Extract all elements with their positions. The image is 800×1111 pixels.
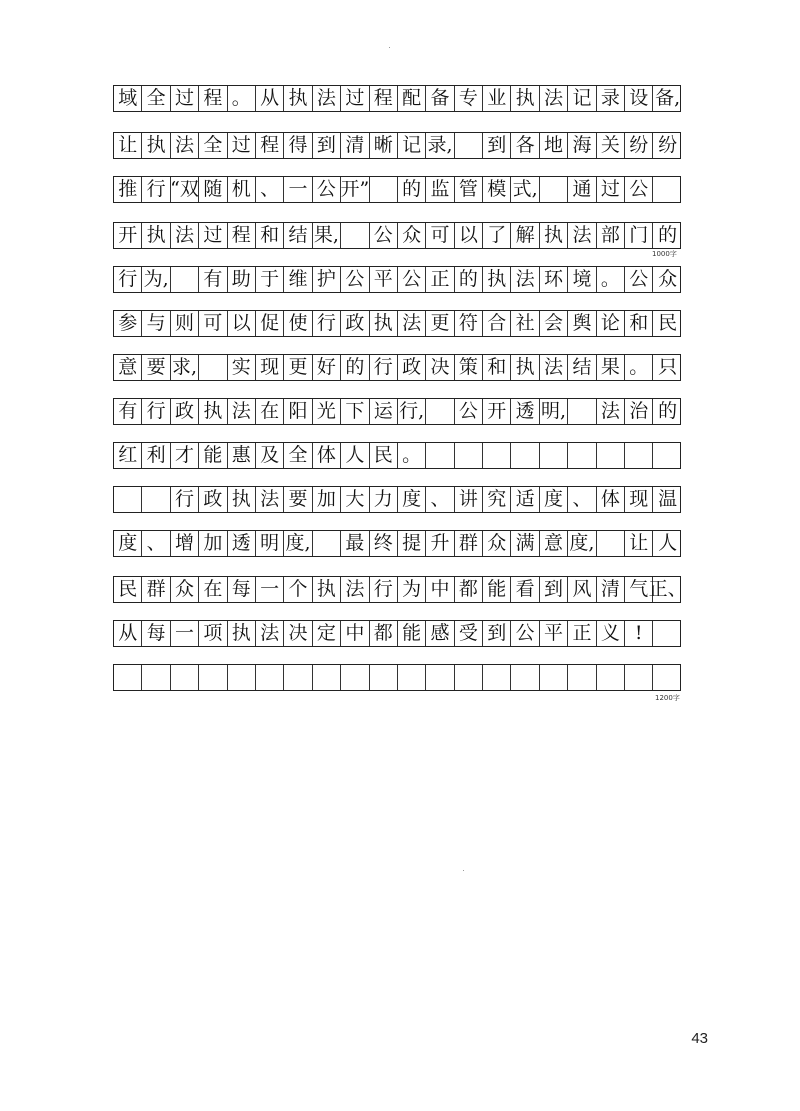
grid-cell: 度 bbox=[540, 487, 568, 512]
grid-cell: 正 bbox=[426, 267, 454, 292]
grid-cell bbox=[199, 665, 227, 690]
grid-cell: 果 bbox=[597, 355, 625, 380]
grid-cell: 会 bbox=[540, 311, 568, 336]
grid-cell: 。 bbox=[597, 267, 625, 292]
grid-cell bbox=[653, 177, 681, 202]
grid-cell bbox=[256, 665, 284, 690]
grid-cell bbox=[426, 665, 454, 690]
grid-cell: 决 bbox=[284, 621, 312, 646]
grid-cell: 解 bbox=[511, 223, 539, 248]
grid-cell: 论 bbox=[597, 311, 625, 336]
grid-cell: 度 bbox=[398, 487, 426, 512]
grid-cell: 法 bbox=[256, 487, 284, 512]
grid-cell: 海 bbox=[568, 133, 596, 158]
grid-cell: 光 bbox=[313, 399, 341, 424]
grid-cell: 都 bbox=[455, 577, 483, 602]
grid-cell: 程 bbox=[256, 133, 284, 158]
grid-cell: 度, bbox=[568, 531, 596, 556]
grid-cell: 和 bbox=[256, 223, 284, 248]
grid-cell: 及 bbox=[256, 443, 284, 468]
grid-cell bbox=[455, 443, 483, 468]
grid-cell: 能 bbox=[199, 443, 227, 468]
grid-cell: “双 bbox=[170, 178, 199, 200]
grid-cell: 定 bbox=[313, 621, 341, 646]
grid-row bbox=[113, 486, 681, 513]
grid-cell: 平 bbox=[370, 267, 398, 292]
grid-cell bbox=[483, 443, 511, 468]
grid-cell: 在 bbox=[199, 577, 227, 602]
grid-cell: 政 bbox=[341, 311, 369, 336]
grid-cell bbox=[398, 665, 426, 690]
grid-row bbox=[113, 576, 687, 603]
grid-cell: 的 bbox=[658, 400, 678, 422]
grid-cell: 阳 bbox=[284, 399, 312, 424]
grid-cell: 执 bbox=[284, 86, 312, 111]
grid-cell: 行, bbox=[398, 399, 426, 424]
grid-cell bbox=[653, 621, 681, 646]
grid-cell bbox=[114, 487, 142, 512]
grid-row bbox=[113, 222, 681, 249]
grid-cell: 决 bbox=[426, 355, 454, 380]
grid-cell: 看 bbox=[511, 577, 539, 602]
grid-cell: 政 bbox=[398, 355, 426, 380]
grid-cell: 执 bbox=[142, 133, 170, 158]
grid-cell: 开” bbox=[340, 178, 370, 200]
grid-cell: 透 bbox=[511, 399, 539, 424]
grid-cell: 政 bbox=[171, 399, 199, 424]
grid-cell: 满 bbox=[511, 531, 539, 556]
grid-cell bbox=[625, 443, 653, 468]
grid-cell: 业 bbox=[483, 86, 511, 111]
grid-cell: 加 bbox=[199, 531, 227, 556]
grid-cell: 运 bbox=[370, 399, 398, 424]
grid-cell: 境 bbox=[568, 267, 596, 292]
grid-cell: 度 bbox=[114, 531, 142, 556]
grid-cell: 执 bbox=[199, 399, 227, 424]
grid-cell: 得 bbox=[284, 133, 312, 158]
grid-cell: 记 bbox=[398, 133, 426, 158]
grid-cell: 中 bbox=[426, 577, 454, 602]
grid-cell: 的 bbox=[455, 267, 483, 292]
grid-cell: 录 bbox=[597, 86, 625, 111]
grid-cell: 能 bbox=[398, 621, 426, 646]
grid-cell bbox=[511, 665, 539, 690]
grid-cell: 舆 bbox=[568, 311, 596, 336]
grid-cell: 行 bbox=[171, 487, 199, 512]
grid-cell: 使 bbox=[284, 311, 312, 336]
grid-cell: 明, bbox=[540, 399, 568, 424]
grid-cell: 每 bbox=[228, 577, 256, 602]
grid-cell: 专 bbox=[455, 86, 483, 111]
grid-cell: 程 bbox=[370, 86, 398, 111]
grid-cell bbox=[455, 665, 483, 690]
grid-cell: 的 bbox=[398, 177, 426, 202]
grid-cell: 于 bbox=[256, 267, 284, 292]
grid-row bbox=[113, 85, 681, 112]
grid-cell: 究 bbox=[483, 487, 511, 512]
grid-cell bbox=[426, 443, 454, 468]
grid-cell: 清 bbox=[597, 577, 625, 602]
grid-cell: 好 bbox=[313, 355, 341, 380]
grid-cell: 下 bbox=[341, 399, 369, 424]
grid-cell: 众 bbox=[658, 268, 678, 290]
grid-cell: 项 bbox=[199, 621, 227, 646]
grid-cell: 才 bbox=[171, 443, 199, 468]
grid-cell: 能 bbox=[483, 577, 511, 602]
grid-cell: 终 bbox=[370, 531, 398, 556]
grid-cell bbox=[171, 267, 199, 292]
grid-cell: 让 bbox=[625, 531, 653, 556]
grid-row bbox=[113, 310, 681, 337]
grid-cell: 、 bbox=[142, 531, 170, 556]
grid-cell: 可 bbox=[199, 311, 227, 336]
grid-cell bbox=[142, 487, 170, 512]
grid-cell bbox=[540, 443, 568, 468]
grid-cell: 法 bbox=[511, 267, 539, 292]
grid-cell: 提 bbox=[398, 531, 426, 556]
grid-cell bbox=[653, 665, 681, 690]
grid-cell bbox=[313, 665, 341, 690]
grid-cell: 法 bbox=[597, 399, 625, 424]
grid-cell: 民 bbox=[114, 577, 142, 602]
grid-row bbox=[113, 620, 681, 647]
grid-cell: 式, bbox=[511, 177, 539, 202]
grid-cell: 政 bbox=[199, 487, 227, 512]
grid-cell bbox=[284, 665, 312, 690]
grid-cell: 域 bbox=[114, 86, 142, 111]
grid-cell bbox=[540, 177, 568, 202]
grid-cell: 红 bbox=[114, 443, 142, 468]
grid-cell: 则 bbox=[171, 311, 199, 336]
grid-cell: 群 bbox=[455, 531, 483, 556]
grid-cell: 过 bbox=[597, 177, 625, 202]
grid-row bbox=[113, 664, 681, 691]
grid-cell: 执 bbox=[228, 487, 256, 512]
grid-cell: 温 bbox=[658, 488, 678, 510]
grid-cell: 公 bbox=[313, 177, 341, 202]
grid-cell: 从 bbox=[256, 86, 284, 111]
grid-row bbox=[113, 442, 681, 469]
grid-cell: 推 bbox=[114, 177, 142, 202]
grid-row bbox=[113, 398, 681, 425]
grid-cell: 义 bbox=[597, 621, 625, 646]
grid-cell: 有 bbox=[199, 267, 227, 292]
grid-cell: 每 bbox=[142, 621, 170, 646]
grid-cell: 过 bbox=[341, 86, 369, 111]
grid-cell bbox=[199, 355, 227, 380]
grid-cell: 晰 bbox=[370, 133, 398, 158]
grid-cell bbox=[370, 177, 398, 202]
grid-cell bbox=[568, 399, 596, 424]
grid-cell: 合 bbox=[483, 311, 511, 336]
grid-cell: 到 bbox=[483, 621, 511, 646]
grid-cell: 公 bbox=[341, 267, 369, 292]
grid-cell: 执 bbox=[370, 311, 398, 336]
grid-cell: 民 bbox=[658, 312, 678, 334]
grid-cell: 在 bbox=[256, 399, 284, 424]
grid-cell: 求, bbox=[171, 355, 199, 380]
grid-cell bbox=[114, 665, 142, 690]
grid-cell: 过 bbox=[228, 133, 256, 158]
grid-cell: 人 bbox=[341, 443, 369, 468]
grid-cell: 果, bbox=[313, 223, 341, 248]
grid-cell bbox=[597, 665, 625, 690]
grid-cell: 加 bbox=[313, 487, 341, 512]
grid-cell: 法 bbox=[313, 86, 341, 111]
grid-cell bbox=[370, 665, 398, 690]
grid-cell: 意 bbox=[114, 355, 142, 380]
grid-cell: 法 bbox=[171, 223, 199, 248]
grid-cell: 更 bbox=[426, 311, 454, 336]
grid-cell: 。 bbox=[228, 86, 256, 111]
grid-cell bbox=[142, 665, 170, 690]
grid-cell: 惠 bbox=[228, 443, 256, 468]
grid-cell: 个 bbox=[284, 577, 312, 602]
grid-cell: 结 bbox=[284, 223, 312, 248]
grid-cell bbox=[511, 443, 539, 468]
grid-cell: 地 bbox=[540, 133, 568, 158]
grid-row bbox=[113, 354, 681, 381]
grid-cell: 民 bbox=[370, 443, 398, 468]
word-count-1200-marker: 1200字 bbox=[655, 694, 680, 702]
grid-cell: 公 bbox=[455, 399, 483, 424]
grid-cell: 符 bbox=[455, 311, 483, 336]
grid-cell: 全 bbox=[284, 443, 312, 468]
grid-cell: 和 bbox=[483, 355, 511, 380]
grid-cell: 、 bbox=[426, 487, 454, 512]
grid-cell: 力 bbox=[370, 487, 398, 512]
grid-cell: 执 bbox=[228, 621, 256, 646]
grid-cell: 备, bbox=[655, 87, 681, 109]
grid-cell: 配 bbox=[398, 86, 426, 111]
grid-cell: 众 bbox=[483, 531, 511, 556]
grid-cell: 和 bbox=[625, 311, 653, 336]
grid-cell: 大 bbox=[341, 487, 369, 512]
grid-row bbox=[113, 266, 681, 293]
grid-cell: 行 bbox=[142, 177, 170, 202]
grid-cell: 群 bbox=[142, 577, 170, 602]
grid-cell: 可 bbox=[426, 223, 454, 248]
grid-cell: ! bbox=[625, 621, 653, 646]
grid-cell: 法 bbox=[540, 86, 568, 111]
grid-cell: 执 bbox=[142, 223, 170, 248]
grid-cell: 行 bbox=[114, 267, 142, 292]
grid-cell: 为, bbox=[142, 267, 170, 292]
grid-cell: 过 bbox=[199, 223, 227, 248]
grid-cell: 各 bbox=[511, 133, 539, 158]
grid-cell: 平 bbox=[540, 621, 568, 646]
grid-cell: 清 bbox=[341, 133, 369, 158]
grid-cell: 执 bbox=[511, 86, 539, 111]
grid-cell: 最 bbox=[341, 531, 369, 556]
grid-cell: 利 bbox=[142, 443, 170, 468]
grid-cell: 记 bbox=[568, 86, 596, 111]
grid-cell: 感 bbox=[426, 621, 454, 646]
grid-cell: 与 bbox=[142, 311, 170, 336]
grid-row bbox=[113, 132, 681, 159]
grid-cell: 设 bbox=[625, 86, 653, 111]
grid-cell: 治 bbox=[625, 399, 653, 424]
grid-cell: 到 bbox=[313, 133, 341, 158]
grid-cell: 全 bbox=[199, 133, 227, 158]
grid-cell: 了 bbox=[483, 223, 511, 248]
grid-cell: 都 bbox=[370, 621, 398, 646]
grid-cell: 执 bbox=[511, 355, 539, 380]
grid-row bbox=[113, 530, 681, 557]
grid-cell: 到 bbox=[540, 577, 568, 602]
grid-cell: 受 bbox=[455, 621, 483, 646]
grid-cell bbox=[455, 133, 483, 158]
grid-cell: 公 bbox=[398, 267, 426, 292]
grid-cell: 众 bbox=[398, 223, 426, 248]
grid-cell: 程 bbox=[228, 223, 256, 248]
grid-cell bbox=[228, 665, 256, 690]
grid-cell: 环 bbox=[540, 267, 568, 292]
grid-cell: 执 bbox=[540, 223, 568, 248]
grid-cell: 为 bbox=[398, 577, 426, 602]
grid-cell: 公 bbox=[625, 177, 653, 202]
grid-cell: 明 bbox=[256, 531, 284, 556]
grid-cell: 增 bbox=[171, 531, 199, 556]
grid-cell bbox=[568, 443, 596, 468]
grid-cell: 行 bbox=[142, 399, 170, 424]
grid-cell bbox=[625, 665, 653, 690]
grid-cell: 意 bbox=[540, 531, 568, 556]
scan-speck bbox=[389, 47, 390, 48]
grid-cell bbox=[341, 223, 369, 248]
grid-cell: 现 bbox=[256, 355, 284, 380]
grid-cell: 讲 bbox=[455, 487, 483, 512]
grid-cell: 行 bbox=[370, 577, 398, 602]
grid-cell: 随 bbox=[199, 177, 227, 202]
grid-cell: 适 bbox=[511, 487, 539, 512]
grid-cell: 护 bbox=[313, 267, 341, 292]
grid-cell: 。 bbox=[625, 355, 653, 380]
grid-cell bbox=[426, 399, 454, 424]
grid-cell: 一 bbox=[284, 177, 312, 202]
grid-cell: 结 bbox=[568, 355, 596, 380]
grid-cell: 通 bbox=[568, 177, 596, 202]
grid-cell: 行 bbox=[370, 355, 398, 380]
grid-cell: 中 bbox=[341, 621, 369, 646]
grid-cell: 法 bbox=[171, 133, 199, 158]
grid-cell: 开 bbox=[114, 223, 142, 248]
grid-cell: 正、 bbox=[648, 578, 687, 600]
grid-cell: 开 bbox=[483, 399, 511, 424]
grid-cell: 一 bbox=[171, 621, 199, 646]
grid-cell: 行 bbox=[313, 311, 341, 336]
grid-cell bbox=[341, 665, 369, 690]
grid-cell: 透 bbox=[228, 531, 256, 556]
grid-cell: 气 bbox=[625, 577, 653, 602]
grid-cell: 法 bbox=[568, 223, 596, 248]
grid-cell: 现 bbox=[625, 487, 653, 512]
grid-cell bbox=[653, 443, 681, 468]
grid-cell: 升 bbox=[426, 531, 454, 556]
grid-cell: 法 bbox=[228, 399, 256, 424]
grid-cell: 法 bbox=[341, 577, 369, 602]
grid-cell bbox=[568, 665, 596, 690]
grid-cell: 度, bbox=[284, 531, 312, 556]
grid-cell: 以 bbox=[228, 311, 256, 336]
grid-cell: 部 bbox=[597, 223, 625, 248]
grid-cell: 促 bbox=[256, 311, 284, 336]
grid-cell: 一 bbox=[256, 577, 284, 602]
grid-row bbox=[113, 176, 681, 203]
grid-cell: 参 bbox=[114, 311, 142, 336]
grid-cell: 执 bbox=[483, 267, 511, 292]
grid-cell: 、 bbox=[256, 177, 284, 202]
grid-cell: 、 bbox=[568, 487, 596, 512]
grid-cell bbox=[313, 531, 341, 556]
grid-cell: 到 bbox=[483, 133, 511, 158]
grid-cell: 纷 bbox=[658, 134, 678, 156]
grid-cell: 法 bbox=[256, 621, 284, 646]
grid-cell: 体 bbox=[313, 443, 341, 468]
grid-cell: 备 bbox=[426, 86, 454, 111]
grid-cell: 助 bbox=[228, 267, 256, 292]
grid-cell: 以 bbox=[455, 223, 483, 248]
grid-cell: 监 bbox=[426, 177, 454, 202]
grid-cell: 有 bbox=[114, 399, 142, 424]
grid-cell: 体 bbox=[597, 487, 625, 512]
grid-cell: 正 bbox=[568, 621, 596, 646]
grid-cell: 更 bbox=[284, 355, 312, 380]
grid-cell: 人 bbox=[658, 532, 678, 554]
grid-cell: 实 bbox=[228, 355, 256, 380]
grid-cell: 维 bbox=[284, 267, 312, 292]
page-number: 43 bbox=[691, 1030, 708, 1047]
grid-cell: 公 bbox=[370, 223, 398, 248]
grid-cell: 录, bbox=[426, 133, 454, 158]
grid-cell: 的 bbox=[341, 355, 369, 380]
grid-cell: 。 bbox=[398, 443, 426, 468]
grid-cell: 风 bbox=[568, 577, 596, 602]
grid-cell: 策 bbox=[455, 355, 483, 380]
word-count-1000-marker: 1000字 bbox=[652, 250, 677, 258]
grid-cell bbox=[540, 665, 568, 690]
grid-cell: 公 bbox=[625, 267, 653, 292]
grid-cell: 社 bbox=[511, 311, 539, 336]
grid-cell: 过 bbox=[171, 86, 199, 111]
grid-cell: 机 bbox=[228, 177, 256, 202]
grid-cell: 要 bbox=[142, 355, 170, 380]
grid-cell: 公 bbox=[511, 621, 539, 646]
grid-cell: 法 bbox=[540, 355, 568, 380]
grid-cell bbox=[597, 531, 625, 556]
grid-cell: 的 bbox=[658, 224, 678, 246]
grid-cell: 让 bbox=[114, 133, 142, 158]
grid-cell: 模 bbox=[483, 177, 511, 202]
grid-cell: 只 bbox=[658, 356, 678, 378]
grid-cell: 关 bbox=[597, 133, 625, 158]
grid-cell: 法 bbox=[398, 311, 426, 336]
grid-cell: 门 bbox=[625, 223, 653, 248]
grid-cell: 纷 bbox=[625, 133, 653, 158]
grid-cell bbox=[171, 665, 199, 690]
grid-cell: 要 bbox=[284, 487, 312, 512]
grid-cell: 程 bbox=[199, 86, 227, 111]
grid-cell: 执 bbox=[313, 577, 341, 602]
grid-cell: 管 bbox=[455, 177, 483, 202]
grid-cell: 众 bbox=[171, 577, 199, 602]
scan-speck bbox=[463, 870, 464, 871]
grid-cell: 从 bbox=[114, 621, 142, 646]
grid-cell bbox=[483, 665, 511, 690]
grid-cell bbox=[597, 443, 625, 468]
grid-cell: 全 bbox=[142, 86, 170, 111]
